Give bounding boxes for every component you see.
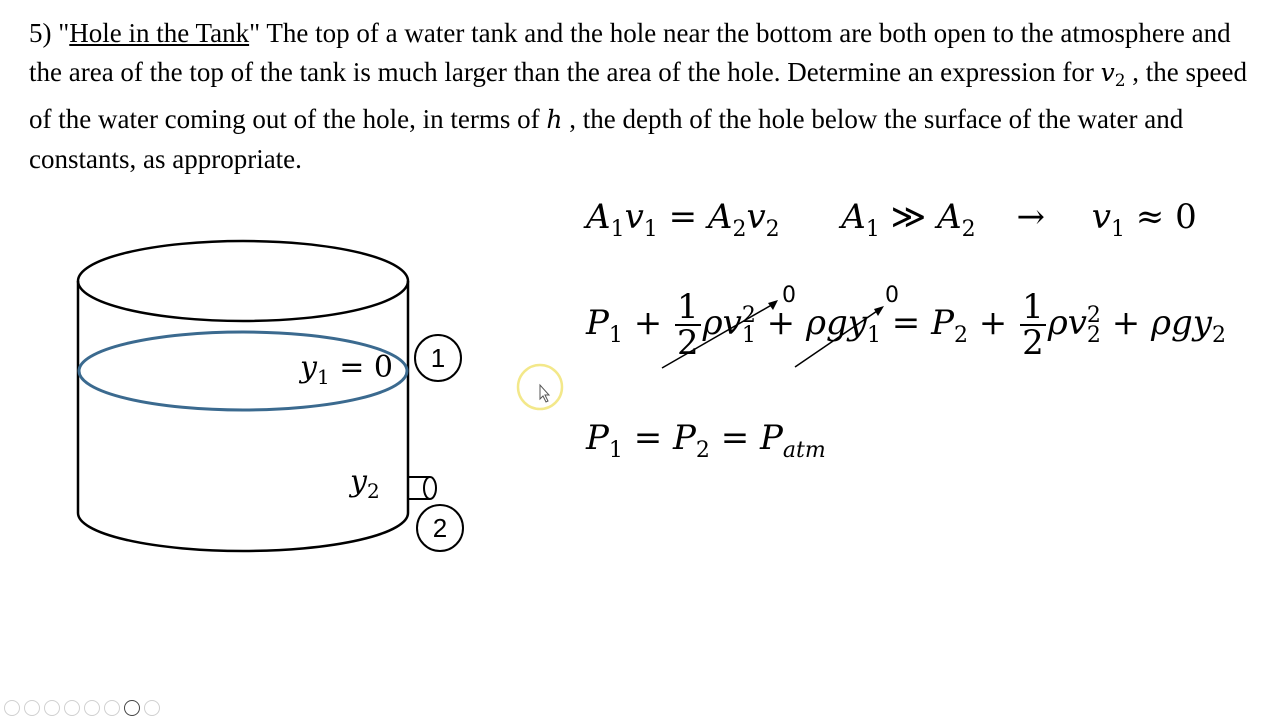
tank-top-rim	[78, 241, 408, 321]
prev-slide-icon[interactable]	[4, 700, 20, 716]
more-options-icon[interactable]	[144, 700, 160, 716]
half-fraction-2: $\frac{1}{2}$	[1022, 287, 1044, 363]
cursor-icon	[540, 385, 549, 402]
point-2-marker: 2	[416, 504, 464, 552]
zoom-icon[interactable]	[84, 700, 100, 716]
problem-text-a: The top of a water tank and the hole near the bottom are both open to the atmosphere and the area of the top of the tank is much larger than the area of the hole. Determine an expression for	[29, 18, 1231, 87]
pressure-equation: $P_1 = P_2 = P_{atm}$	[586, 418, 826, 463]
camera-icon[interactable]	[124, 700, 140, 716]
problem-text-c: , the depth of the hole below the surface of the water and constants, as appropriate.	[29, 104, 1184, 174]
spout-opening	[424, 477, 436, 499]
point-1-marker: 1	[414, 334, 462, 382]
cancel-zero-1: 0	[782, 283, 796, 308]
subtitles-icon[interactable]	[104, 700, 120, 716]
y1-label: $y_1 = 0$	[300, 350, 393, 389]
v2-symbol: $v_2$	[1100, 57, 1126, 91]
next-slide-icon[interactable]	[24, 700, 40, 716]
bernoulli-equation: $P_1$ + $\frac{1}{2}$ $\rho v^2_1 + \rho gy_1 = P_2$ + $\frac{1}{2}$ $\rho v^2_2 + \rho gy_2$	[586, 287, 1227, 363]
presentation-toolbar	[4, 700, 160, 718]
half-fraction-1: $\frac{1}{2}$	[677, 287, 699, 363]
arrow-icon: →	[1016, 197, 1045, 237]
continuity-equation: $A_1v_1 = A_2v_2$ $A_1$ ≫ $A_2 \to v_1 \approx 0$	[586, 197, 1197, 242]
problem-number: 5)	[29, 18, 52, 48]
h-symbol: h	[546, 105, 563, 134]
problem-text-b: , the speed of the water coming out of the hole, in terms of	[29, 56, 1248, 134]
pen-icon[interactable]	[44, 700, 60, 716]
tank-bottom	[78, 513, 408, 551]
problem-title: Hole in the Tank	[69, 18, 250, 48]
cancel-zero-2: 0	[885, 283, 899, 308]
problem-statement: 5) "Hole in the Tank" The top of a water tank and the hole near the bottom are both open to the atmosphere and the area of the top of the tank is much larger than the area of the hole. Determine an expression for $v_2$ , the speed of the water coming out of the hole, in terms of h , the depth of the hole below the surface of the water and constants, as appropriate.	[29, 18, 1248, 174]
slides-grid-icon[interactable]	[64, 700, 80, 716]
y2-label: $y_2$	[350, 464, 380, 503]
